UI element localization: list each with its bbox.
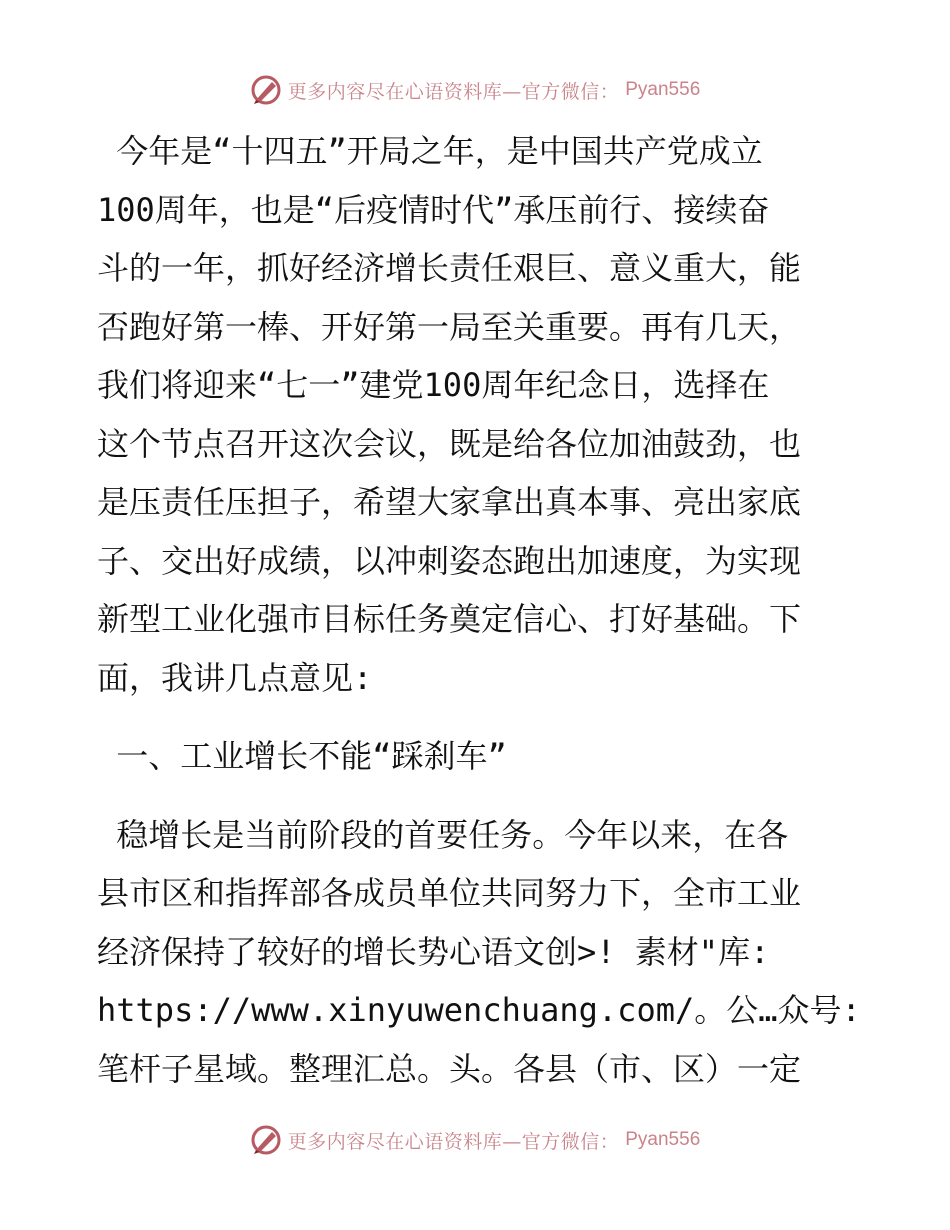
document-body [97, 122, 861, 1098]
text-line: 经济保持了较好的增长势心语文创>! 素材"库: [97, 932, 770, 971]
text-line: 子、交出好成绩，以冲刺姿态跑出加速度，为实现 [97, 541, 802, 580]
text-line: 100周年，也是“后疫情时代”承压前行、接续奋 [97, 190, 770, 229]
watermark-text: 更多内容尽在心语资料库—官方微信： [287, 80, 620, 103]
watermark-text: 更多内容尽在心语资料库—官方微信： [287, 1130, 620, 1153]
text-line: 这个节点召开这次会议，既是给各位加油鼓劲，也 [97, 424, 802, 463]
section-heading: 一、工业增长不能“踩刹车” [97, 737, 507, 775]
paragraph-growth [97, 806, 861, 1099]
pen-logo-icon [250, 74, 282, 106]
footer-watermark [0, 1120, 950, 1160]
text-line: 面，我讲几点意见: [97, 658, 373, 697]
pen-logo-icon [250, 1124, 282, 1156]
text-line: 今年是“十四五”开局之年，是中国共产党成立 [97, 132, 763, 170]
paragraph-opening [97, 122, 857, 707]
watermark-wechat-id: Pyan556 [625, 1129, 701, 1150]
watermark-wechat-id: Pyan556 [625, 79, 701, 100]
text-line: 县市区和指挥部各成员单位共同努力下，全市工业 [97, 874, 802, 912]
text-line: https://www.xinyuwenchuang.com/。公…众号: [97, 991, 861, 1029]
header-watermark [0, 70, 950, 110]
text-line: 笔杆子星域。整理汇总。头。各县（市、区）一定 [97, 1049, 802, 1088]
text-line: 斗的一年，抓好经济增长责任艰巨、意义重大，能 [97, 249, 802, 287]
text-line: 新型工业化强市目标任务奠定信心、打好基础。下 [97, 600, 802, 638]
text-line: 我们将迎来“七一”建党100周年纪念日，选择在 [97, 366, 770, 404]
text-line: 稳增长是当前阶段的首要任务。今年以来，在各 [97, 815, 789, 854]
text-line: 是压责任压担子，希望大家拿出真本事、亮出家底 [97, 483, 802, 521]
text-line: 否跑好第一棒、开好第一局至关重要。再有几天， [97, 307, 802, 346]
